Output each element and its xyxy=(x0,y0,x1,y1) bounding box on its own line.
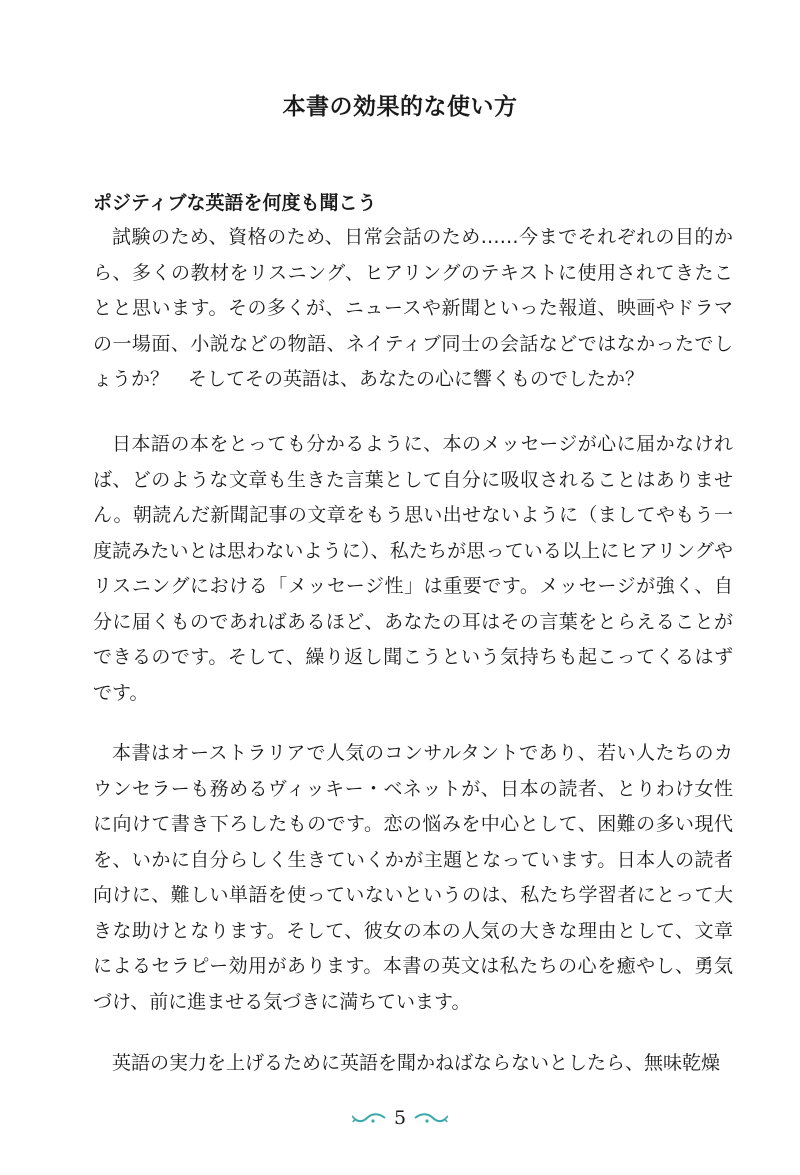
section-heading: ポジティブな英語を何度も聞こう xyxy=(93,192,377,214)
page-footer xyxy=(0,1107,800,1129)
paragraph: 英語の実力を上げるために英語を聞かねばならないとしたら、無味乾燥 xyxy=(112,1052,721,1074)
paragraph: 本書はオーストラリアで人気のコンサルタントであり、若い人たちのカウンセラーも務めるヴィッキー・ベネットが、日本の読者、とりわけ女性に向けて書き下ろしたものです。恋の悩みを中心として、困難の多い現代を、いかに自分らしく生きていくかが主題となっています。日本人の読者向けに、難しい単語を使っていないというのは、私たち学習者にとって大きな助けとなります。そして、彼女の本の人気の大きな理由として、文章によるセラピー効用があります。本書の英文は私たちの心を癒やし、勇気づけ、前に進ませる気づきに満ちています。 xyxy=(93,742,733,1013)
page-number: 5 xyxy=(393,1107,407,1129)
paragraph: 日本語の本をとっても分かるように、本のメッセージが心に届かなければ、どのような文章も生きた言葉として自分に吸収されることはありません。朝読んだ新聞記事の文章をもう思い出せないように（ましてやもう一度読みたいとは思わないように）、私たちが思っている以上にヒアリングやリスニングにおける「メッセージ性」は重要です。メッセージが強く、自分に届くものであればあるほど、あなたの耳はその言葉をとらえることができるのです。そして、繰り返し聞こうという気持ちも起こってくるはずです。 xyxy=(93,433,733,704)
page-title: 本書の効果的な使い方 xyxy=(282,94,518,120)
paragraph: 試験のため、資格のため、日常会話のため……今までそれぞれの目的から、多くの教材をリスニング、ヒアリングのテキストに使用されてきたことと思います。その多くが、ニュースや新聞といった報道、映画やドラマの一場面、小説などの物語、ネイティブ同士の会話などではなかったでしょうか？ そしてその英語は、あなたの心に響くものでしたか？ xyxy=(93,226,733,390)
ornament-right-icon xyxy=(414,1110,448,1126)
ornament-left-icon xyxy=(352,1110,386,1126)
